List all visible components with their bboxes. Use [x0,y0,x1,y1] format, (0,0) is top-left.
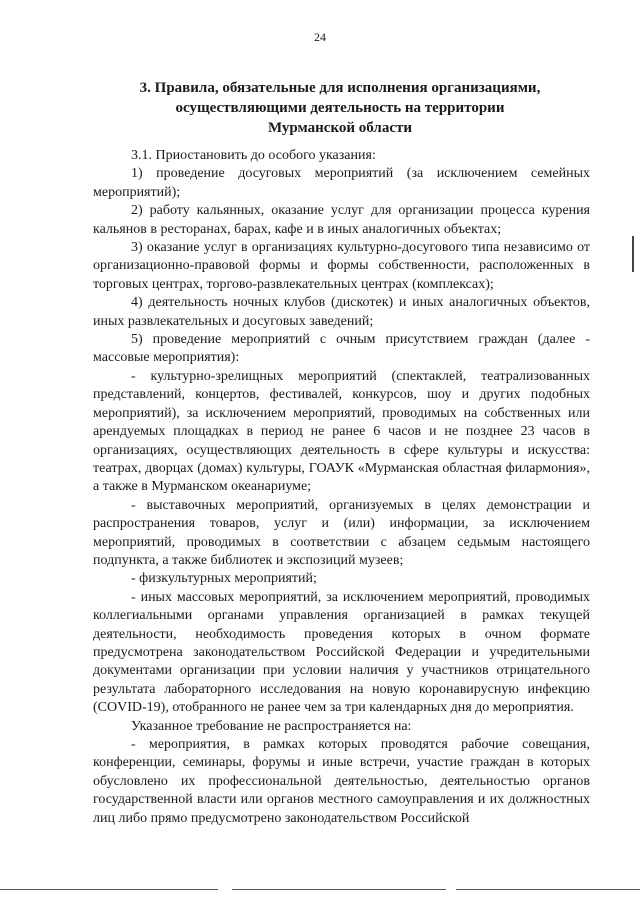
paragraph: - иных массовых мероприятий, за исключением мероприятий, проводимых коллегиальными органами управления организацией в рамках текущей деятельности, необходимость проведения которых в очном формате предусмотрена законодательством Российской Федерации и учредительными документами организации при условии наличия у участников отрицательного результата лабораторного исследования на новую коронавирусную инфекцию (COVID-19), отобранного не ранее чем за три календарных дня до мероприятия. [93,589,590,716]
paragraph: - мероприятия, в рамках которых проводятся рабочие совещания, конференции, семинары, форумы и иные встречи, участие граждан в которых обусловлено их профессиональной деятельностью, деятельностью органов государственной власти или органов местного самоуправления и их должностных лиц либо прямо предусмотрено законодательством Российской [93,737,590,826]
heading-line-2: осуществляющими деятельность на территории [175,100,505,116]
paragraph: Указанное требование не распространяется на: [131,718,412,734]
heading-line-1: 3. Правила, обязательные для исполнения организациями, [139,80,541,96]
heading-line-3: Мурманской области [267,120,413,136]
paragraph: - физкультурных мероприятий; [131,571,317,587]
paragraph: 1) проведение досуговых мероприятий (за исключением семейных мероприятий); [93,166,590,200]
paragraph: 5) проведение мероприятий с очным присутствием граждан (далее - массовые мероприятия): [93,332,590,366]
scan-bottom-rule [456,889,640,890]
scan-bottom-rule [0,889,218,890]
paragraph: 3) оказание услуг в организациях культурно-досугового типа независимо от организационно-правовой формы и формы собственности, расположенных в торговых центрах, торгово-развлекательных центрах (комплексах); [93,240,590,292]
paragraph: 2) работу кальянных, оказание услуг для организации процесса курения кальянов в ресторанах, барах, кафе и в иных аналогичных объектах; [93,203,590,237]
scan-margin-mark [632,236,634,272]
paragraph: - выставочных мероприятий, организуемых в целях демонстрации и распространения товаров, услуг и (или) информации, за исключением мероприятий, проводимых в соответствии с абзацем седьмым настоящего подпункта, а также библиотек и экспозиций музеев; [93,497,590,568]
paragraph: 3.1. Приостановить до особого указания: [131,148,376,163]
page-number: 24 [314,30,326,44]
paragraph: 4) деятельность ночных клубов (дискотек) и иных аналогичных объектов, иных развлекательных и досуговых заведений; [93,295,590,329]
paragraph: - культурно-зрелищных мероприятий (спектаклей, театрализованных представлений, концертов, фестивалей, конкурсов, шоу и других подобных мероприятий), за исключением мероприятий, проводимых на собственных или арендуемых площадках в период не ранее 6 часов и не позднее 23 часов в организациях, осуществляющих деятельность в сфере культуры и искусства: театрах, дворцах (домах) культуры, ГОАУК «Мурманская областная филармония», а также в Мурманском океанариуме; [93,368,590,495]
scan-bottom-rule [232,889,446,890]
section-heading [60,78,620,138]
document-body [93,147,590,828]
